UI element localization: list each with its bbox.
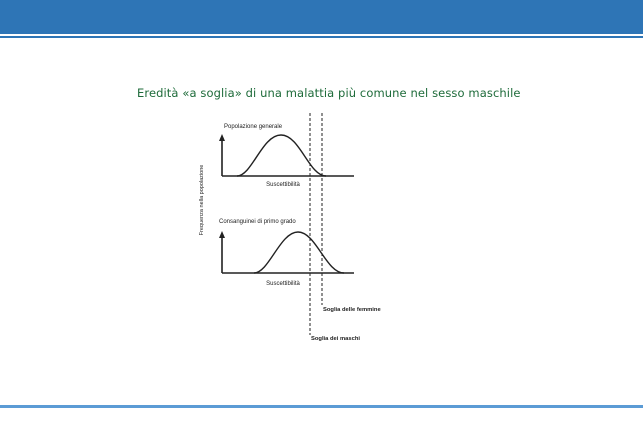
footer-divider [0,405,643,408]
panel-top-x-label: Suscettibilità [266,182,300,188]
panel-bottom-y-arrow [219,231,225,238]
panel-top-title: Popolazione generale [224,124,283,130]
panel-bottom-curve [254,232,344,273]
female-threshold-label: Soglia delle femmine [323,307,381,313]
panel-bottom-title: Consanguinei di primo grado [219,219,296,225]
y-axis-label: Frequenza nella popolazione [199,164,205,236]
panel-top-curve [237,135,326,176]
slide-title: Eredità «a soglia» di una malattia più comune nel sesso maschile [137,86,521,100]
panel-top-y-arrow [219,134,225,141]
panel-bottom-x-label: Suscettibilità [266,281,300,287]
male-threshold-label: Soglia dei maschi [311,336,360,342]
